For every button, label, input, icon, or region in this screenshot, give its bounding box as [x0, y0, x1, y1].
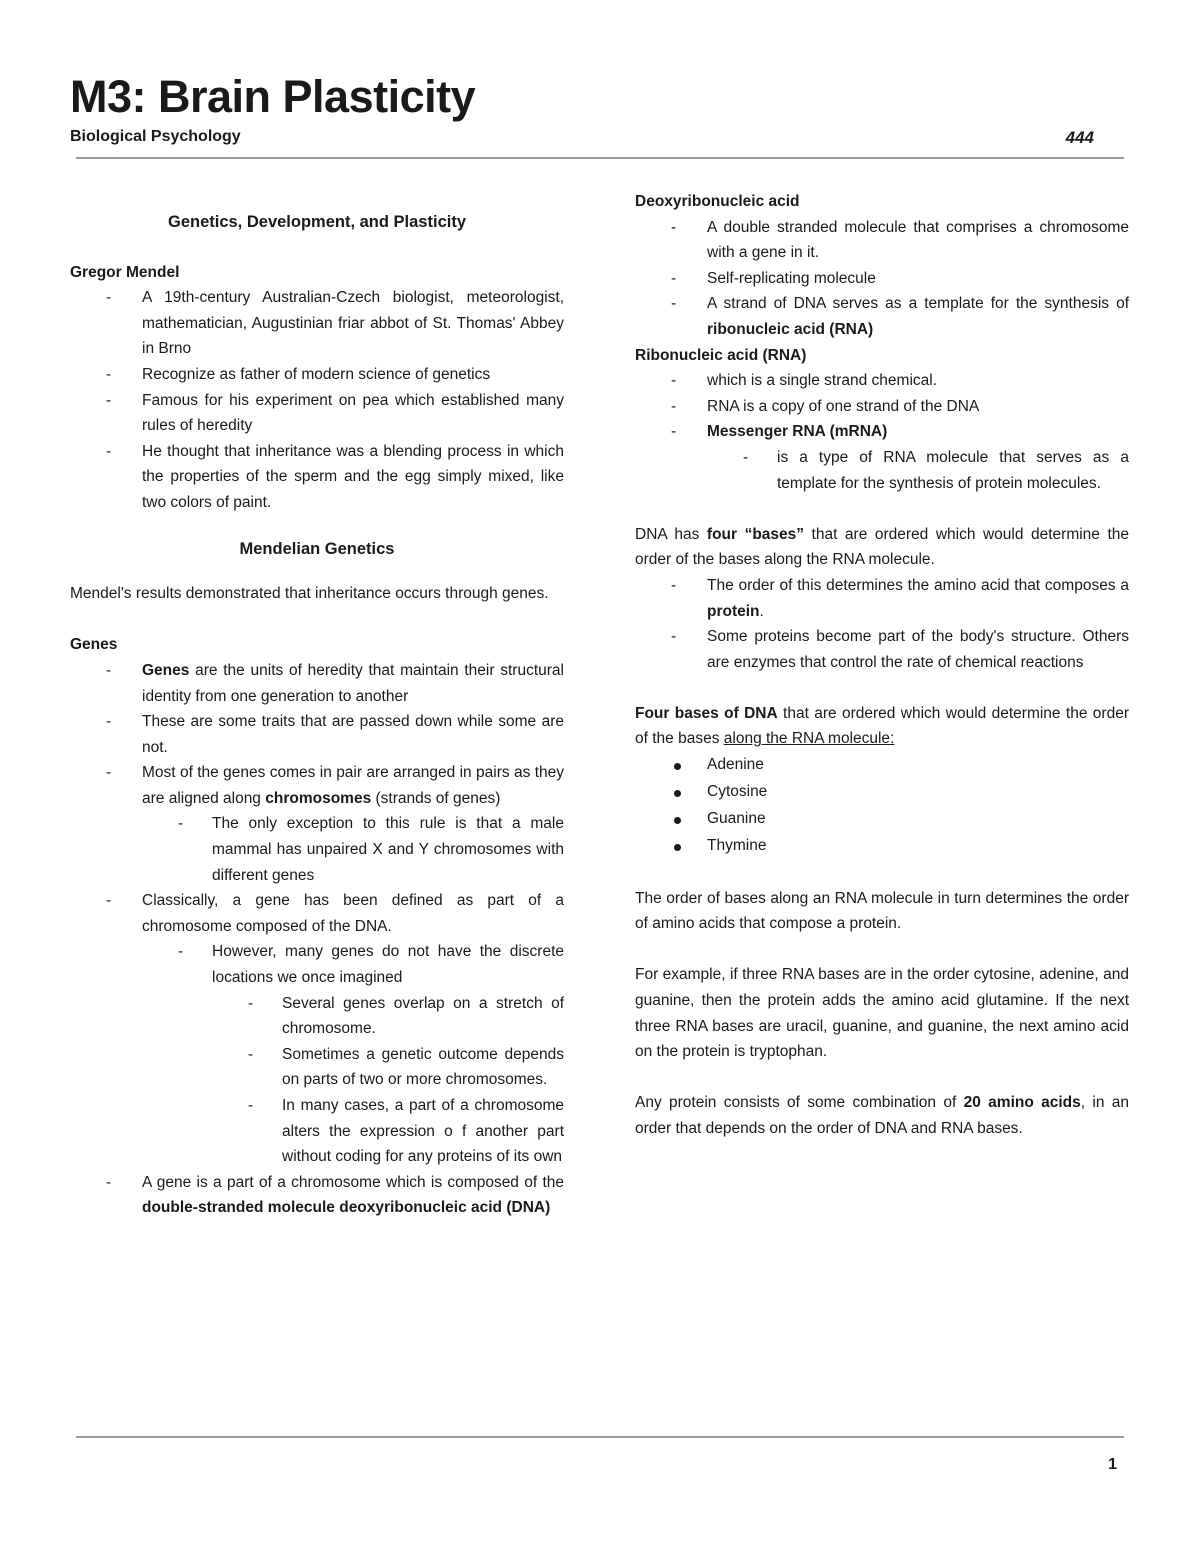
list-item: - He thought that inheritance was a blending process in which the properties of the sperm and the egg simply mixed, like two colors of paint. — [142, 439, 564, 516]
course-code: 444 — [1065, 128, 1094, 147]
genes-list — [70, 658, 564, 1221]
paragraph-text: that are ordered which would determine the order of the bases along the RNA molecule. — [635, 525, 1129, 569]
list-item: - A double stranded molecule that comprises a chromosome with a gene in it. — [707, 215, 1129, 266]
list-item: - The only exception to this rule is that a male mammal has unpaired X and Y chromosomes with different genes — [212, 811, 564, 888]
list-item: - is a type of RNA molecule that serves as a template for the synthesis of protein molecules. — [777, 445, 1129, 496]
list-item — [142, 658, 564, 709]
rna-label: Ribonucleic acid (RNA) — [635, 346, 807, 364]
genes-term: Genes — [142, 661, 190, 679]
footer-divider — [76, 1436, 1124, 1438]
sub-list — [707, 445, 1129, 496]
order-paragraph: The order of bases along an RNA molecule in turn determines the order of amino acids that compose a protein. — [635, 889, 1129, 933]
rna-list — [635, 368, 1129, 496]
section-heading-mendelian: Mendelian Genetics — [239, 539, 395, 558]
list-item: - Self-replicating molecule — [707, 266, 1129, 292]
bases-order-list — [635, 573, 1129, 675]
header-divider — [76, 157, 1124, 159]
list-item-text: Classically, a gene has been defined as part of a chromosome composed of the DNA. — [142, 892, 564, 935]
paragraph-text: that are ordered which would determine the order of the bases — [635, 704, 1129, 748]
list-item: - Sometimes a genetic outcome depends on parts of two or more chromosomes. — [282, 1042, 564, 1093]
amino-acids-term: 20 amino acids — [963, 1094, 1081, 1112]
sub-list — [142, 939, 564, 1169]
list-item-text: Most of the genes comes in pair are arranged in pairs as they are aligned along — [142, 764, 564, 807]
dna-bases-paragraph — [635, 701, 1129, 752]
bases-bullet-list — [635, 752, 1129, 859]
sub-sub-list — [212, 991, 564, 1170]
chromosomes-term: chromosomes — [265, 789, 372, 807]
section-heading-genetics: Genetics, Development, and Plasticity — [167, 213, 466, 231]
four-bases-term: four “bases” — [706, 525, 805, 543]
paragraph-text: Any protein consists of some combination of — [635, 1094, 964, 1112]
four-bases-dna-term: Four bases of DNA — [635, 704, 778, 722]
list-item — [707, 291, 1129, 342]
paragraph-text: , in an order that depends on the order of DNA and RNA bases. — [635, 1094, 1129, 1137]
rna-term: ribonucleic acid (RNA) — [707, 320, 874, 338]
list-item: - These are some traits that are passed down while some are not. — [142, 709, 564, 760]
list-item: - A 19th-century Australian-Czech biologist, meteorologist, mathematician, Augustinian friar abbot of St. Thomas' Abbey in Brno — [142, 285, 564, 362]
list-item — [707, 573, 1129, 624]
dna-term: double-stranded molecule deoxyribonucleic acid (DNA) — [142, 1199, 551, 1217]
list-item: - RNA is a copy of one strand of the DNA — [707, 394, 1129, 420]
four-bases-paragraph — [635, 522, 1129, 573]
mrna-term: Messenger RNA (mRNA) — [707, 423, 888, 441]
list-item — [707, 419, 1129, 496]
list-item — [142, 760, 564, 888]
list-item: - Some proteins become part of the body's structure. Others are enzymes that control the rate of chemical reactions — [707, 624, 1129, 675]
mendelian-paragraph: Mendel's results demonstrated that inheritance occurs through genes. — [70, 585, 549, 603]
sub-list — [142, 811, 564, 888]
paragraph-text: DNA has — [635, 525, 707, 543]
list-item: Thymine — [707, 833, 1129, 859]
gregor-mendel-label: Gregor Mendel — [70, 263, 180, 281]
list-item: - Several genes overlap on a stretch of chromosome. — [282, 991, 564, 1042]
list-item-text: are the units of heredity that maintain their structural identity from one generation to another — [142, 661, 564, 705]
list-item: Cytosine — [707, 779, 1129, 805]
dna-label: Deoxyribonucleic acid — [635, 193, 800, 210]
page-title: M3: Brain Plasticity — [70, 71, 476, 122]
example-paragraph: For example, if three RNA bases are in the order cytosine, adenine, and guanine, then the protein adds the amino acid glutamine. If the next three RNA bases are uracil, guanine, and guanine, the next amino acid on the protein is tryptophan. — [635, 966, 1129, 1061]
list-item: - In many cases, a part of a chromosome alters the expression o f another part without coding for any proteins of its own — [282, 1093, 564, 1170]
genes-label: Genes — [70, 636, 118, 654]
mendel-list — [70, 285, 564, 515]
list-item: - Recognize as father of modern science of genetics — [142, 362, 564, 388]
list-item-text: A gene is a part of a chromosome which is composed of the — [142, 1173, 564, 1191]
list-item: - which is a single strand chemical. — [707, 368, 1129, 394]
amino-acids-paragraph — [635, 1090, 1129, 1141]
list-item-text: (strands of genes) — [371, 789, 501, 807]
list-item: - Famous for his experiment on pea which established many rules of heredity — [142, 388, 564, 439]
dna-list — [635, 215, 1129, 343]
list-item — [212, 939, 564, 1169]
underlined-text: along the RNA molecule: — [723, 730, 895, 748]
left-column — [70, 210, 564, 1221]
list-item: Guanine — [707, 806, 1129, 832]
protein-term: protein — [707, 602, 760, 620]
list-item-text: A strand of DNA serves as a template for the synthesis of — [707, 295, 1129, 313]
list-item — [142, 888, 564, 1170]
list-item-text: The order of this determines the amino acid that composes a — [707, 576, 1129, 594]
course-subtitle: Biological Psychology — [70, 128, 241, 145]
page-number: 1 — [1108, 1456, 1117, 1473]
right-column — [635, 189, 1129, 1142]
list-item-text: . — [759, 602, 764, 620]
list-item-text: However, many genes do not have the discrete locations we once imagined — [212, 943, 564, 987]
list-item: Adenine — [707, 752, 1129, 778]
list-item — [142, 1170, 564, 1221]
